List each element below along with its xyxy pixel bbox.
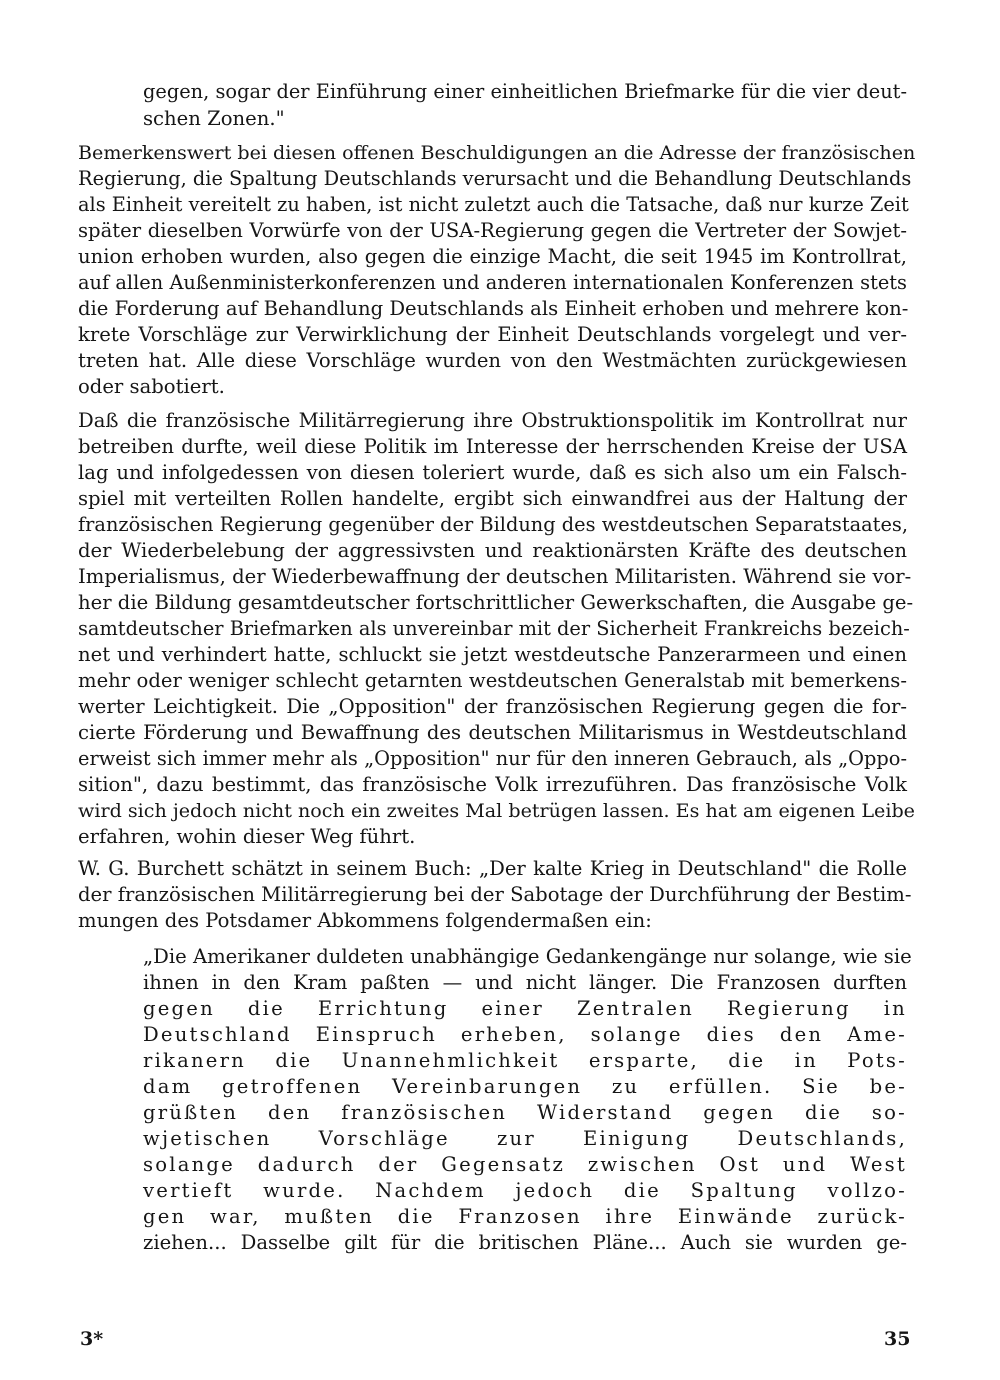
quote-line: ziehen... Dasselbe gilt für die britischen Pläne... Auch sie wurden ge- <box>143 1231 907 1254</box>
paragraph-2-line: Imperialismus, der Wiederbewaffnung der deutschen Militaristen. Während sie vor- <box>78 565 912 588</box>
paragraph-1-line: treten hat. Alle diese Vorschläge wurden von den Westmächten zurückgewiesen <box>78 349 907 372</box>
paragraph-3-line: mungen des Potsdamer Abkommens folgendermaßen ein: <box>78 909 652 932</box>
paragraph-2-line: lag und infolgedessen von diesen toleriert wurde, daß es sich also um ein Falsch- <box>78 461 907 484</box>
paragraph-1-line: Bemerkenswert bei diesen offenen Beschuldigungen an die Adresse der französischen <box>78 141 916 164</box>
quote-line: wjetischen Vorschläge zur Einigung Deutschlands, <box>143 1127 907 1150</box>
paragraph-2-line: der Wiederbelebung der aggressivsten und reaktionärsten Kräfte des deutschen <box>78 539 907 562</box>
paragraph-2-line: mehr oder weniger schlecht getarnten westdeutschen Generalstab mit bemerkens- <box>78 669 907 692</box>
paragraph-2-line: samtdeutscher Briefmarken als unvereinbar mit der Sicherheit Frankreichs bezeich- <box>78 617 910 640</box>
paragraph-2-line: werter Leichtigkeit. Die „Opposition" der französischen Regierung gegen die for- <box>78 695 907 718</box>
quote-line: rikanern die Unannehmlichkeit ersparte, die in Pots- <box>143 1049 907 1072</box>
quote-line: gegen die Errichtung einer Zentralen Regierung in <box>143 997 907 1020</box>
paragraph-2-line: Daß die französische Militärregierung ihre Obstruktionspolitik im Kontrollrat nur <box>78 409 907 432</box>
paragraph-1-line: oder sabotiert. <box>78 375 225 398</box>
paragraph-2-line: her die Bildung gesamtdeutscher fortschrittlicher Gewerkschaften, die Ausgabe ge- <box>78 591 914 614</box>
paragraph-2-line: erfahren, wohin dieser Weg führt. <box>78 825 416 848</box>
paragraph-1-line: später dieselben Vorwürfe von der USA-Regierung gegen die Vertreter der Sowjet- <box>78 219 907 242</box>
quote-line: „Die Amerikaner duldeten unabhängige Gedankengänge nur solange, wie sie <box>143 945 912 968</box>
continuation-line-1: gegen, sogar der Einführung einer einheitlichen Briefmarke für die vier deut- <box>143 80 907 103</box>
paragraph-2-line: französischen Regierung gegenüber der Bildung des westdeutschen Separatstaates, <box>78 513 908 536</box>
paragraph-1-line: krete Vorschläge zur Verwirklichung der Einheit Deutschlands vorgelegt und ver- <box>78 323 907 346</box>
continuation-line-2: schen Zonen." <box>143 107 285 130</box>
quote-line: grüßten den französischen Widerstand gegen die so- <box>143 1101 907 1124</box>
paragraph-3-line: der französischen Militärregierung bei der Sabotage der Durchführung der Bestim- <box>78 883 912 906</box>
quote-line: dam getroffenen Vereinbarungen zu erfüllen. Sie be- <box>143 1075 907 1098</box>
paragraph-3-line: W. G. Burchett schätzt in seinem Buch: „Der kalte Krieg in Deutschland" die Rolle <box>78 857 907 880</box>
quote-line: Deutschland Einspruch erheben, solange dies den Ame- <box>143 1023 907 1046</box>
paragraph-2-line: net und verhindert hatte, schluckt sie jetzt westdeutsche Panzerarmeen und einen <box>78 643 907 666</box>
paragraph-1-line: als Einheit vereitelt zu haben, ist nicht zuletzt auch die Tatsache, daß nur kurze Zeit <box>78 193 909 216</box>
signature-mark: 3* <box>80 1328 104 1350</box>
paragraph-2-line: wird sich jedoch nicht noch ein zweites Mal betrügen lassen. Es hat am eigenen Leibe <box>78 799 915 822</box>
quote-line: vertieft wurde. Nachdem jedoch die Spaltung vollzo- <box>143 1179 907 1202</box>
page-number: 35 <box>884 1328 911 1350</box>
paragraph-1-line: die Forderung auf Behandlung Deutschlands als Einheit erhoben und mehrere kon- <box>78 297 909 320</box>
paragraph-1-line: auf allen Außenministerkonferenzen und anderen internationalen Konferenzen stets <box>78 271 907 294</box>
paragraph-2-line: sition", dazu bestimmt, das französische Volk irrezuführen. Das französische Volk <box>78 773 907 796</box>
paragraph-1-line: union erhoben wurden, also gegen die einzige Macht, die seit 1945 im Kontrollrat, <box>78 245 907 268</box>
quote-line: solange dadurch der Gegensatz zwischen Ost und West <box>143 1153 907 1176</box>
paragraph-1-line: Regierung, die Spaltung Deutschlands verursacht und die Behandlung Deutschlands <box>78 167 912 190</box>
paragraph-2-line: cierte Förderung und Bewaffnung des deutschen Militarismus in Westdeutschland <box>78 721 907 744</box>
paragraph-2-line: spiel mit verteilten Rollen handelte, ergibt sich einwandfrei aus der Haltung der <box>78 487 907 510</box>
quote-line: ihnen in den Kram paßten — und nicht länger. Die Franzosen durften <box>143 971 907 994</box>
quote-line: gen war, mußten die Franzosen ihre Einwände zurück- <box>143 1205 907 1228</box>
paragraph-2-line: betreiben durfte, weil diese Politik im Interesse der herrschenden Kreise der USA <box>78 435 907 458</box>
paragraph-2-line: erweist sich immer mehr als „Opposition" nur für den inneren Gebrauch, als „Oppo- <box>78 747 907 770</box>
